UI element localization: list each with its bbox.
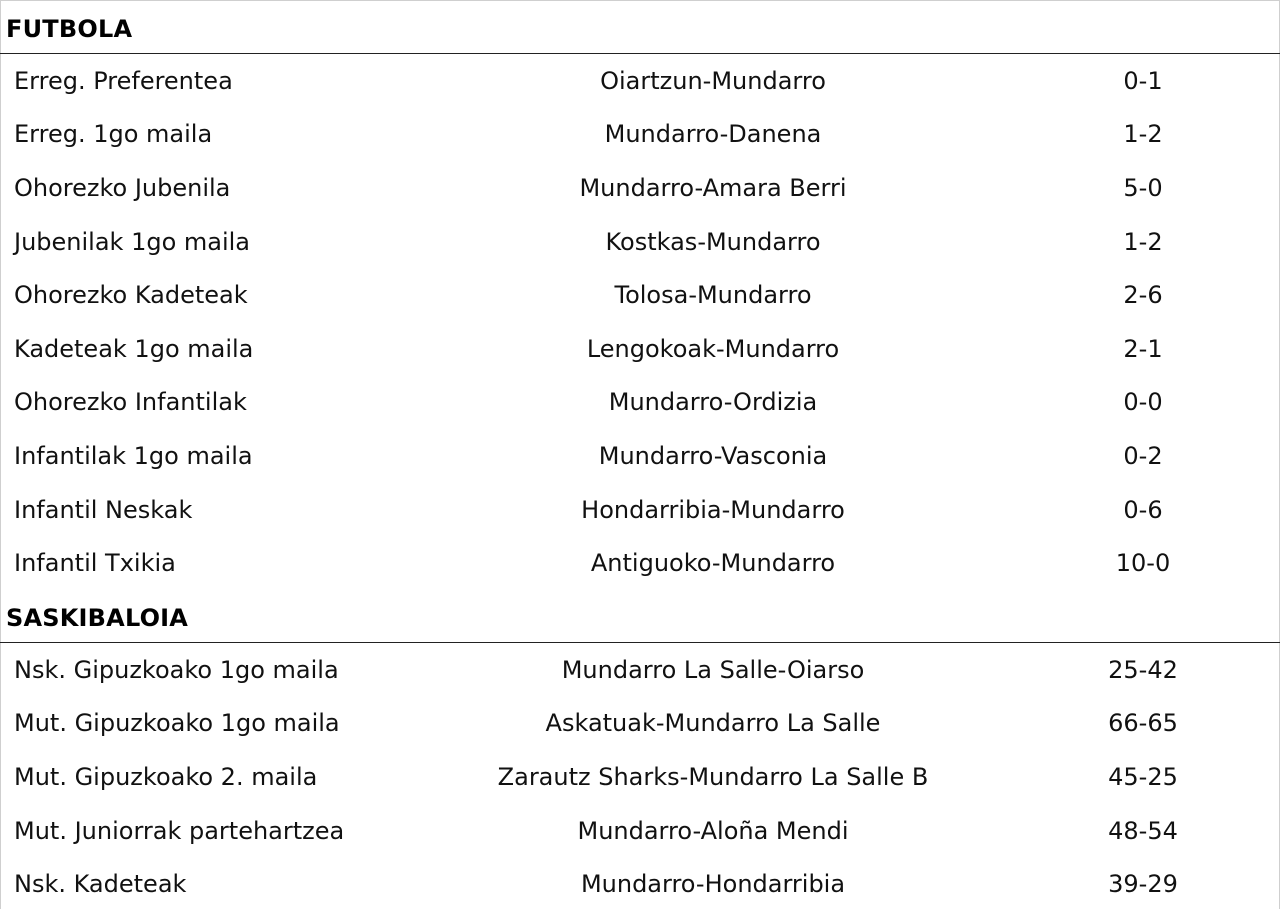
- match-cell: Mundarro-Vasconia: [598, 441, 828, 470]
- score-cell: 10-0: [1115, 549, 1171, 578]
- category-cell: Erreg. 1go maila: [14, 120, 213, 149]
- section-title: SASKIBALOIA: [6, 604, 189, 632]
- score-cell: 0-2: [1123, 441, 1163, 470]
- table-row: [0, 483, 1280, 537]
- match-cell: Lengokoak-Mundarro: [586, 334, 840, 363]
- match-cell: Oiartzun-Mundarro: [600, 66, 826, 95]
- score-cell: 0-6: [1123, 495, 1163, 524]
- score-cell: 1-2: [1123, 227, 1163, 256]
- score-cell: 39-29: [1108, 870, 1178, 899]
- score-cell: 0-0: [1123, 388, 1163, 417]
- match-cell: Antiguoko-Mundarro: [590, 549, 836, 578]
- table-row: [0, 376, 1280, 430]
- table-row: [0, 429, 1280, 483]
- score-cell: 5-0: [1123, 173, 1163, 202]
- match-cell: Kostkas-Mundarro: [605, 227, 821, 256]
- category-cell: Mut. Juniorrak partehartzea: [14, 816, 345, 845]
- table-row: [0, 268, 1280, 322]
- match-cell: Askatuak-Mundarro La Salle: [545, 709, 881, 738]
- table-row: [0, 804, 1280, 858]
- match-cell: Mundarro-Amara Berri: [579, 173, 847, 202]
- match-cell: Mundarro La Salle-Oiarso: [561, 655, 865, 684]
- category-cell: Nsk. Kadeteak: [14, 870, 187, 899]
- score-cell: 2-1: [1123, 334, 1163, 363]
- match-cell: Mundarro-Ordizia: [608, 388, 818, 417]
- section-header-saskibaloia: [0, 590, 1280, 643]
- category-cell: Ohorezko Infantilak: [14, 388, 247, 417]
- category-cell: Erreg. Preferentea: [14, 66, 233, 95]
- table-row: [0, 54, 1280, 108]
- match-cell: Tolosa-Mundarro: [614, 281, 812, 310]
- score-cell: 48-54: [1108, 816, 1178, 845]
- category-cell: Infantil Txikia: [14, 549, 176, 578]
- match-cell: Mundarro-Danena: [604, 120, 822, 149]
- score-cell: 0-1: [1123, 66, 1163, 95]
- match-cell: Zarautz Sharks-Mundarro La Salle B: [497, 762, 929, 791]
- results-table-saskibaloia: [0, 643, 1280, 911]
- category-cell: Infantil Neskak: [14, 495, 193, 524]
- score-cell: 66-65: [1108, 709, 1178, 738]
- table-row: [0, 322, 1280, 376]
- match-cell: Hondarribia-Mundarro: [581, 495, 845, 524]
- table-row: [0, 750, 1280, 804]
- section-header-futbola: [0, 0, 1280, 54]
- category-cell: Nsk. Gipuzkoako 1go maila: [14, 655, 339, 684]
- category-cell: Kadeteak 1go maila: [14, 334, 254, 363]
- category-cell: Mut. Gipuzkoako 2. maila: [14, 762, 318, 791]
- score-cell: 1-2: [1123, 120, 1163, 149]
- category-cell: Infantilak 1go maila: [14, 441, 253, 470]
- match-cell: Mundarro-Aloña Mendi: [577, 816, 849, 845]
- table-row: [0, 697, 1280, 751]
- score-cell: 25-42: [1108, 655, 1178, 684]
- category-cell: Jubenilak 1go maila: [14, 227, 251, 256]
- table-row: [0, 643, 1280, 697]
- category-cell: Ohorezko Kadeteak: [14, 281, 248, 310]
- score-cell: 2-6: [1123, 281, 1163, 310]
- match-cell: Mundarro-Hondarribia: [580, 870, 846, 899]
- table-row: [0, 536, 1280, 590]
- table-row: [0, 215, 1280, 269]
- category-cell: Ohorezko Jubenila: [14, 173, 231, 202]
- score-cell: 45-25: [1108, 762, 1178, 791]
- results-table-futbola: [0, 54, 1280, 590]
- table-row: [0, 108, 1280, 162]
- table-row: [0, 857, 1280, 911]
- section-title: FUTBOLA: [6, 15, 133, 43]
- category-cell: Mut. Gipuzkoako 1go maila: [14, 709, 340, 738]
- table-row: [0, 161, 1280, 215]
